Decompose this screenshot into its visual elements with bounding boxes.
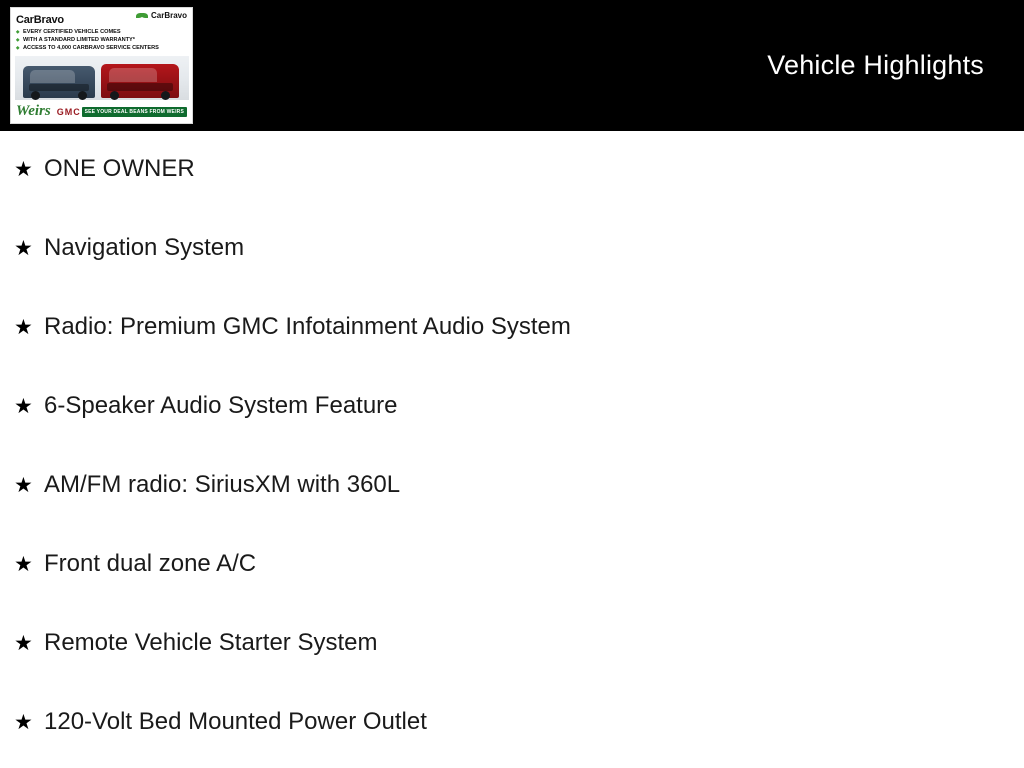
banner-bullet-list [11,28,192,52]
blue-truck-image [23,66,95,98]
banner-bullet: ◆ EVERY CERTIFIED VEHICLE COMES [16,28,187,36]
truck-wheel [31,91,40,100]
highlight-text: 120-Volt Bed Mounted Power Outlet [44,708,427,735]
star-icon: ★ [14,711,33,734]
page-header [0,0,1024,131]
highlight-text: Remote Vehicle Starter System [44,629,378,656]
highlight-text: Navigation System [44,234,245,261]
truck-grille [107,83,173,90]
carbravo-dealer-banner [10,7,193,124]
vehicle-highlights-list [0,131,1024,768]
highlight-text: 6-Speaker Audio System Feature [44,392,398,419]
carbravo-logo-right [136,11,187,20]
banner-footer [11,100,192,123]
weirs-badge: SEE YOUR DEAL BEANS FROM WEIRS [82,107,187,117]
list-item [0,710,1024,768]
highlight-text: AM/FM radio: SiriusXM with 360L [44,471,401,498]
star-icon: ★ [14,632,33,655]
highlight-text: Radio: Premium GMC Infotainment Audio System [44,313,571,340]
banner-bullet: ◆ WITH A STANDARD LIMITED WARRANTY* [16,36,187,44]
carbravo-wordmark: CarBravo [16,14,64,26]
list-item [0,473,1024,552]
list-item [0,157,1024,236]
highlight-text: Front dual zone A/C [44,550,257,577]
star-icon: ★ [14,553,33,576]
star-icon: ★ [14,237,33,260]
star-icon: ★ [14,316,33,339]
vehicle-photo [15,56,189,100]
weirs-logo: Weirs [16,103,51,119]
truck-cab [109,68,157,82]
truck-cab [30,70,75,83]
list-item [0,394,1024,473]
list-item [0,631,1024,710]
star-icon: ★ [14,474,33,497]
banner-top-row [11,8,192,28]
page-title: Vehicle Highlights [767,50,984,80]
banner-bullet: ◆ ACCESS TO 4,000 CARBRAVO SERVICE CENTERS [16,44,187,52]
truck-wheel [78,91,87,100]
highlight-text: ONE OWNER [44,155,195,182]
star-icon: ★ [14,395,33,418]
gmc-logo: GMC [56,106,81,117]
star-icon: ★ [14,158,33,181]
list-item [0,236,1024,315]
leaf-icon [136,12,148,19]
truck-wheel [110,91,119,100]
list-item [0,315,1024,394]
carbravo-logo-text: CarBravo [150,11,187,20]
red-truck-image [101,64,179,98]
truck-grille [29,84,89,91]
truck-wheel [161,91,170,100]
list-item [0,552,1024,631]
